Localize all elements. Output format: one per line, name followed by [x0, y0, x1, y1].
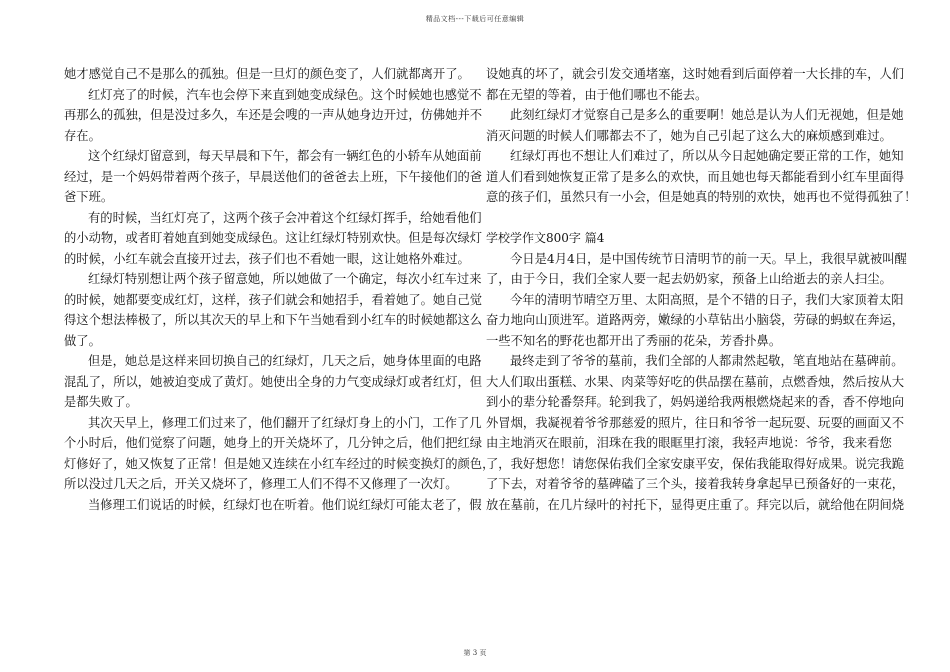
text-line: 存在。: [64, 128, 101, 143]
text-line: 设她真的坏了，就会引发交通堵塞，这时她看到后面停着一大长排的车，人们: [486, 67, 905, 81]
text-line: 都在无望的等着，由于他们哪也不能去。: [486, 87, 708, 102]
page-header: 精品文档---下载后可任意编辑: [425, 15, 525, 23]
text-line: 这个红绿灯留意到，每天早晨和下午，都会有一辆红色的小轿车从她面前: [88, 149, 482, 163]
text-line: 一些不知名的野花也都开出了秀丽的花朵，芳香扑鼻。: [486, 333, 782, 348]
text-line: 外冒烟，我凝视着爷爷那慈爱的照片，往日和爷爷一起玩耍、玩耍的画面又不: [486, 415, 905, 430]
text-line: 红绿灯特别想让两个孩子留意她，所以她做了一个确定，每次小红车过来: [88, 272, 482, 286]
text-line: 的时候，她都要变成红灯，这样，孩子们就会和她招手，看着她了。她自己觉: [64, 292, 483, 307]
text-line: 所以没过几天之后，开关又烧坏了，修理工人们不得不又修理了一次灯。: [64, 477, 458, 491]
text-line: 此刻红绿灯才觉察自己是多么的重要啊！她总是认为人们无视她，但是她: [510, 108, 904, 122]
text-line: 消灭问题的时候人们哪都去不了，她为自己引起了这么大的麻烦感到难过。: [486, 128, 892, 143]
text-line: 了，由于今日，我们全家人要一起去奶奶家，预备上山给逝去的亲人扫尘。: [486, 272, 892, 286]
text-line: 红灯亮了的时候，汽车也会停下来直到她变成绿色。这个时候她也感觉不: [88, 87, 482, 102]
text-line: 爸下班。: [64, 190, 114, 204]
text-line: 道人们看到她恢复正常了是多么的欢快，而且她也每天都能看到小红车里面得: [486, 169, 905, 184]
text-line: 经过，是一个妈妈带着两个孩子，早晨送他们的爸爸去上班，下午接他们的爸: [64, 169, 483, 184]
text-line: 到小的辈分轮番祭拜。轮到我了，妈妈递给我两根燃烧起来的香，香不停地向: [486, 395, 905, 409]
text-line: 个小时后，他们觉察了问题，她身上的开关烧坏了，几分钟之后，他们把红绿: [64, 436, 483, 450]
text-line: 最终走到了爷爷的墓前，我们全部的人都肃然起敬，笔直地站在墓碑前。: [510, 354, 904, 368]
text-line: 灯修好了，她又恢复了正常！但是她又连续在小红车经过的时候变换灯的颜色，: [64, 456, 495, 471]
text-line: 有的时候，当红灯亮了，这两个孩子会冲着这个红绿灯挥手，给她看他们: [88, 210, 482, 225]
text-line: 当修理工们说话的时候，红绿灯也在听着。他们说红绿灯可能太老了，假: [88, 497, 482, 512]
text-line: 红绿灯再也不想让人们难过了，所以从今日起她确定要正常的工作，她知: [510, 149, 904, 163]
text-line: 意的孩子们，虽然只有一小会，但是她真的特别的欢快，她再也不觉得孤独了！: [486, 190, 917, 204]
text-line: 了下去，对着爷爷的墓碑磕了三个头，接着我转身拿起早已预备好的一束花，: [486, 477, 905, 491]
text-line: 今年的清明节晴空万里、太阳高照，是个不错的日子，我们大家顶着太阳: [510, 292, 904, 307]
text-line: 混乱了，所以，她被迫变成了黄灯。她使出全身的力气变成绿灯或者红灯，但: [64, 374, 483, 389]
text-line: 做了。: [64, 333, 101, 348]
blank-line: [486, 208, 881, 229]
text-line: 但是，她总是这样来回切换自己的红绿灯，几天之后，她身体里面的电路: [88, 354, 482, 368]
section-heading: 学校学作文800字 篇4: [486, 231, 605, 245]
text-line: 的小动物，或者盯着她直到她变成绿色。这让红绿灯特别欢快。但是每次绿灯: [64, 231, 483, 245]
right-column: [486, 64, 917, 515]
text-line: 得这个想法棒极了，所以其次天的早上和下午当她看到小红车的时候她都这么: [64, 313, 483, 327]
text-line: 放在墓前，在几片绿叶的衬托下，显得更庄重了。拜完以后，就给他在阴间烧: [486, 497, 905, 512]
text-line: 了，我好想您！请您保佑我们全家安康平安，保佑我能取得好成果。说完我跪: [486, 456, 905, 471]
text-line: 其次天早上，修理工们过来了，他们翻开了红绿灯身上的小门，工作了几: [88, 415, 482, 430]
text-line: 今日是4月4日，是中国传统节日清明节的前一天。早上，我很早就被叫醒: [510, 251, 907, 266]
text-line: 她才感觉自己不是那么的孤独。但是一旦灯的颜色变了，人们就都离开了。: [64, 67, 470, 81]
page-number: 第 3 页: [463, 649, 487, 657]
text-line: 的时候，小红车就会直接开过去，孩子们也不看她一眼，这让她格外难过。: [64, 251, 470, 266]
text-line: 再那么的孤独，但是没过多久，车还是会嗖的一声从她身边开过，仿佛她并不: [64, 108, 483, 122]
text-line: 奋力地向山顶进军。道路两旁，嫩绿的小草钻出小脑袋，劳碌的蚂蚁在奔运，: [486, 313, 905, 327]
text-line: 是都失败了。: [64, 395, 138, 409]
text-line: 大人们取出蛋糕、水果、肉菜等好吃的供品摆在墓前，点燃香烛，然后按从大: [486, 374, 905, 389]
text-line: 由主地消灭在眼前，泪珠在我的眼眶里打滚，我轻声地说：爷爷，我来看您: [486, 436, 892, 450]
left-column: [64, 64, 495, 515]
